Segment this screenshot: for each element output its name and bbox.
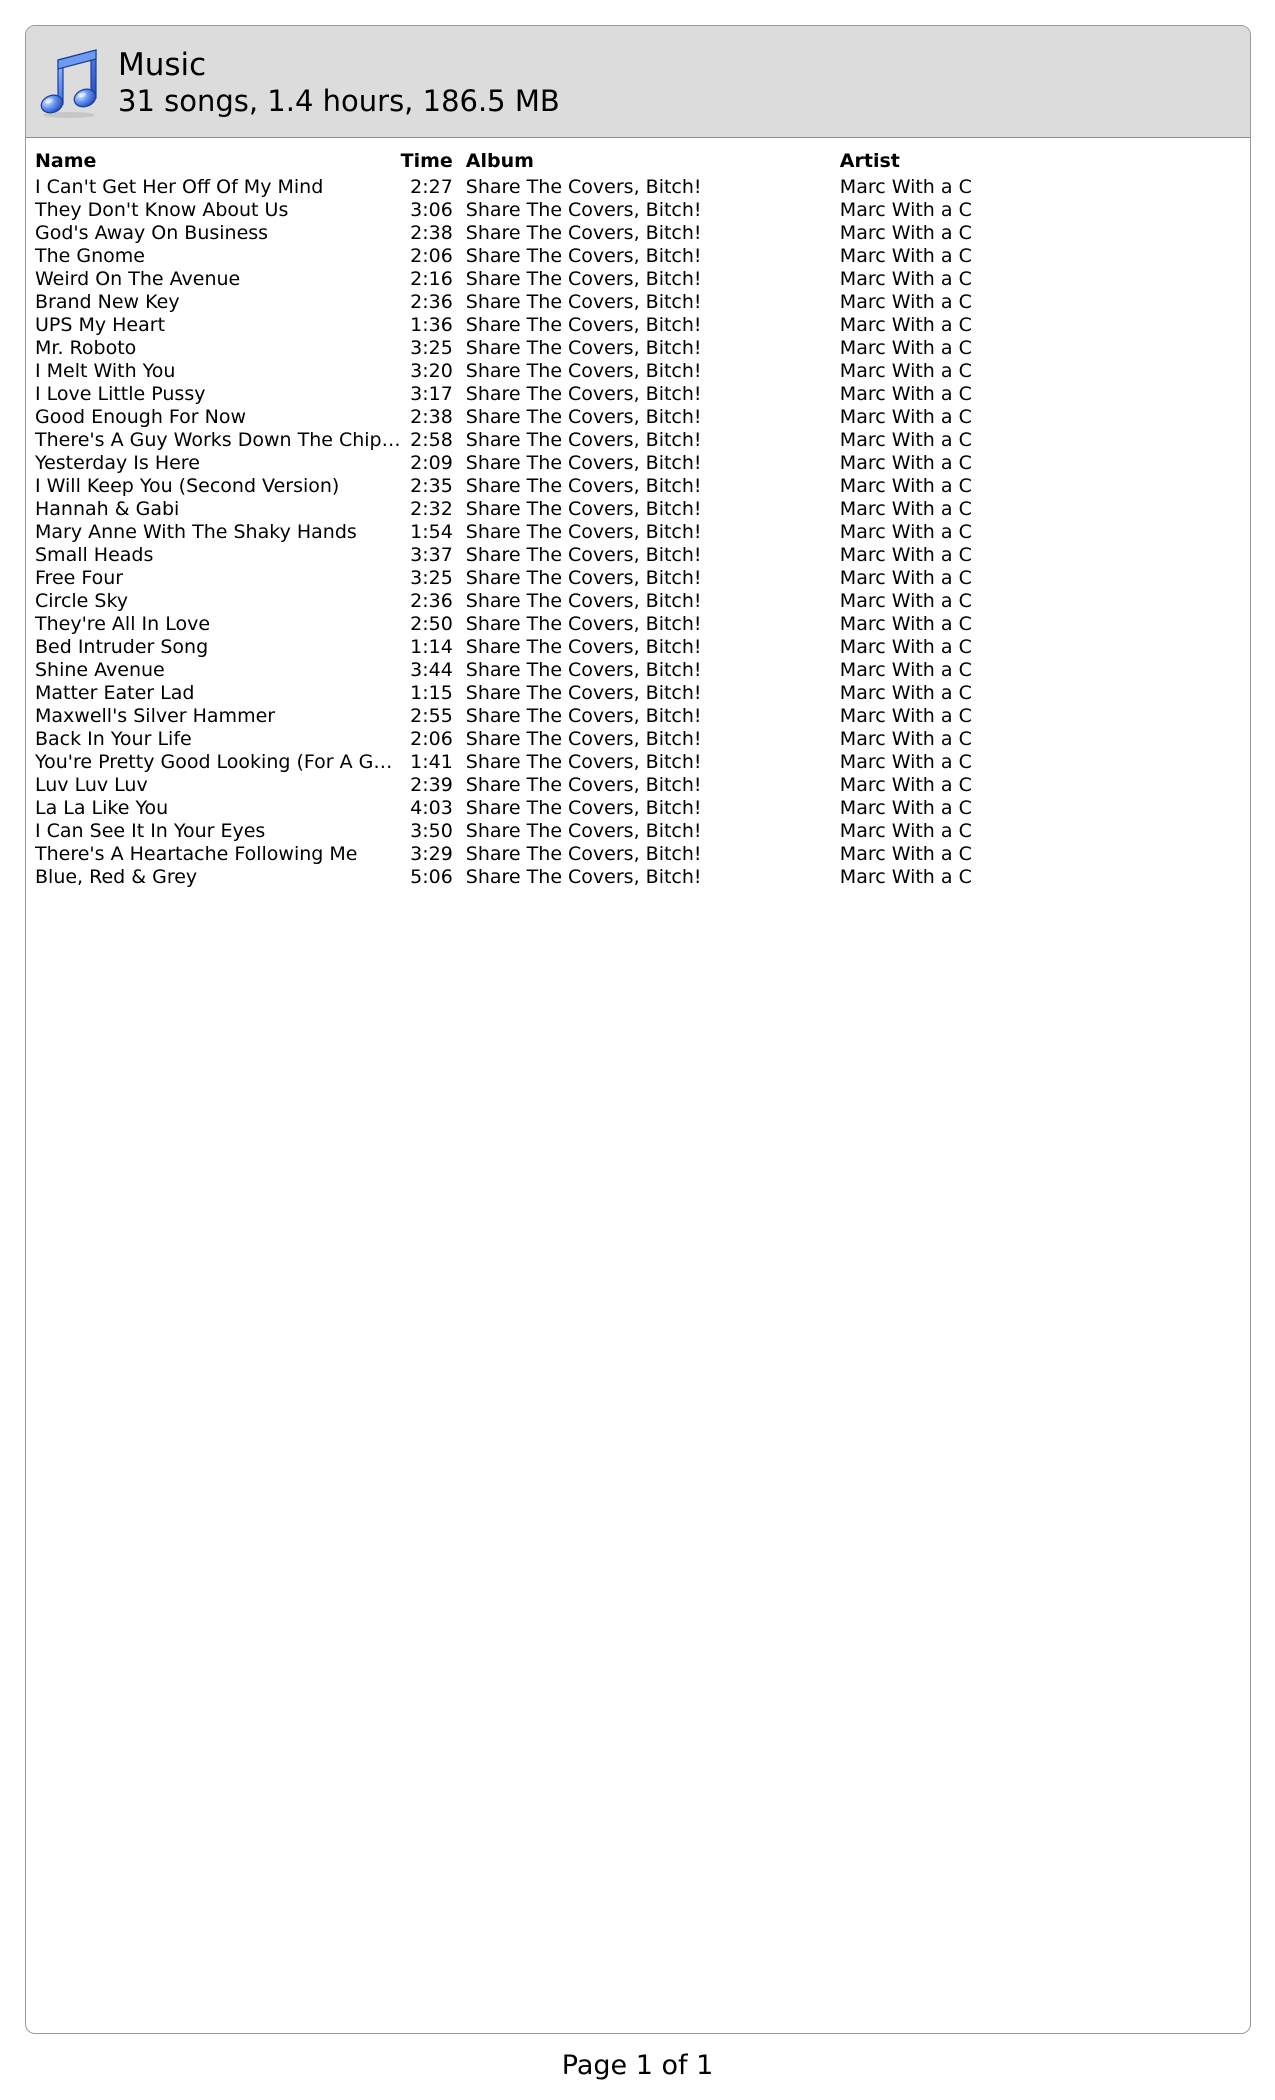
track-name: Hannah & Gabi: [35, 498, 180, 520]
track-name: I Melt With You: [35, 360, 176, 382]
table-row: [35, 843, 1240, 866]
track-album: Share The Covers, Bitch!: [465, 176, 702, 198]
table-row: [35, 613, 1240, 636]
track-album: Share The Covers, Bitch!: [465, 268, 702, 290]
track-name: Bed Intruder Song: [35, 636, 209, 658]
column-spacer: [453, 797, 466, 820]
track-artist: Marc With a C: [839, 843, 972, 865]
column-spacer: [453, 705, 466, 728]
column-spacer: [453, 521, 466, 544]
column-spacer: [453, 146, 466, 176]
track-time: 3:06: [410, 199, 453, 221]
track-artist: Marc With a C: [839, 199, 972, 221]
track-name: There's A Heartache Following Me: [35, 843, 358, 865]
column-spacer: [453, 613, 466, 636]
track-name: The Gnome: [35, 245, 145, 267]
table-header-row: [35, 146, 1240, 176]
table-row: [35, 176, 1240, 199]
table-row: [35, 820, 1240, 843]
track-name: I Love Little Pussy: [35, 383, 206, 405]
table-row: [35, 797, 1240, 820]
column-spacer: [453, 544, 466, 567]
track-artist: Marc With a C: [839, 613, 972, 635]
playlist-title: Music: [118, 47, 207, 83]
track-album: Share The Covers, Bitch!: [465, 820, 702, 842]
playlist-summary: 31 songs, 1.4 hours, 186.5 MB: [118, 84, 560, 118]
track-album: Share The Covers, Bitch!: [465, 360, 702, 382]
track-artist: Marc With a C: [839, 337, 972, 359]
track-name: I Can't Get Her Off Of My Mind: [35, 176, 324, 198]
track-artist: Marc With a C: [839, 521, 972, 543]
music-note-icon: [38, 46, 100, 118]
table-row: [35, 222, 1240, 245]
track-album: Share The Covers, Bitch!: [465, 475, 702, 497]
track-time: 1:15: [410, 682, 453, 704]
track-artist: Marc With a C: [839, 590, 972, 612]
column-spacer: [453, 199, 466, 222]
column-spacer: [453, 291, 466, 314]
track-artist: Marc With a C: [839, 176, 972, 198]
track-name: Maxwell's Silver Hammer: [35, 705, 276, 727]
track-time: 3:44: [410, 659, 453, 681]
column-header-artist: Artist: [839, 150, 900, 172]
track-time: 2:09: [410, 452, 453, 474]
track-album: Share The Covers, Bitch!: [465, 843, 702, 865]
track-artist: Marc With a C: [839, 728, 972, 750]
track-name: They Don't Know About Us: [35, 199, 289, 221]
track-artist: Marc With a C: [839, 429, 972, 451]
track-time: 2:58: [410, 429, 453, 451]
table-row: [35, 498, 1240, 521]
track-time: 3:25: [410, 567, 453, 589]
table-row: [35, 314, 1240, 337]
track-artist: Marc With a C: [839, 797, 972, 819]
track-album: Share The Covers, Bitch!: [465, 383, 702, 405]
column-header-album: Album: [465, 150, 534, 172]
track-time: 2:16: [410, 268, 453, 290]
table-row: [35, 636, 1240, 659]
track-name: Yesterday Is Here: [35, 452, 200, 474]
column-spacer: [453, 406, 466, 429]
track-name: Matter Eater Lad: [35, 682, 195, 704]
table-row: [35, 728, 1240, 751]
playlist-print-frame: [25, 25, 1251, 2034]
track-time: 3:17: [410, 383, 453, 405]
page-number: Page 1 of 1: [561, 2050, 714, 2081]
column-spacer: [453, 774, 466, 797]
table-row: [35, 383, 1240, 406]
column-header-time: Time: [400, 150, 453, 172]
track-album: Share The Covers, Bitch!: [465, 659, 702, 681]
track-name: Shine Avenue: [35, 659, 165, 681]
track-album: Share The Covers, Bitch!: [465, 751, 702, 773]
track-name: Small Heads: [35, 544, 154, 566]
track-album: Share The Covers, Bitch!: [465, 590, 702, 612]
table-row: [35, 567, 1240, 590]
track-time: 2:55: [410, 705, 453, 727]
column-spacer: [453, 751, 466, 774]
track-artist: Marc With a C: [839, 222, 972, 244]
track-album: Share The Covers, Bitch!: [465, 636, 702, 658]
table-row: [35, 590, 1240, 613]
table-row: [35, 452, 1240, 475]
track-album: Share The Covers, Bitch!: [465, 222, 702, 244]
track-album: Share The Covers, Bitch!: [465, 406, 702, 428]
track-artist: Marc With a C: [839, 452, 972, 474]
track-album: Share The Covers, Bitch!: [465, 199, 702, 221]
track-artist: Marc With a C: [839, 291, 972, 313]
track-time: 1:14: [410, 636, 453, 658]
track-time: 5:06: [410, 866, 453, 888]
track-time: 2:39: [410, 774, 453, 796]
table-row: [35, 544, 1240, 567]
track-name: Brand New Key: [35, 291, 180, 313]
column-spacer: [453, 429, 466, 452]
track-name: Mr. Roboto: [35, 337, 137, 359]
track-artist: Marc With a C: [839, 751, 972, 773]
column-spacer: [453, 866, 466, 889]
track-time: 3:25: [410, 337, 453, 359]
track-artist: Marc With a C: [839, 268, 972, 290]
track-table: [35, 146, 1240, 889]
table-row: [35, 360, 1240, 383]
table-row: [35, 751, 1240, 774]
track-time: 2:50: [410, 613, 453, 635]
track-album: Share The Covers, Bitch!: [465, 429, 702, 451]
track-album: Share The Covers, Bitch!: [465, 705, 702, 727]
track-name: Blue, Red & Grey: [35, 866, 198, 888]
track-name: I Will Keep You (Second Version): [35, 475, 340, 497]
track-album: Share The Covers, Bitch!: [465, 452, 702, 474]
column-spacer: [453, 383, 466, 406]
track-name: Good Enough For Now: [35, 406, 247, 428]
track-time: 3:50: [410, 820, 453, 842]
track-album: Share The Covers, Bitch!: [465, 291, 702, 313]
column-header-name: Name: [35, 150, 97, 172]
table-row: [35, 337, 1240, 360]
column-spacer: [453, 176, 466, 199]
track-artist: Marc With a C: [839, 406, 972, 428]
track-album: Share The Covers, Bitch!: [465, 728, 702, 750]
track-album: Share The Covers, Bitch!: [465, 498, 702, 520]
track-artist: Marc With a C: [839, 360, 972, 382]
track-artist: Marc With a C: [839, 567, 972, 589]
track-time: 1:54: [410, 521, 453, 543]
track-artist: Marc With a C: [839, 245, 972, 267]
track-time: 4:03: [410, 797, 453, 819]
table-row: [35, 521, 1240, 544]
track-name: La La Like You: [35, 797, 169, 819]
track-album: Share The Covers, Bitch!: [465, 521, 702, 543]
track-album: Share The Covers, Bitch!: [465, 797, 702, 819]
track-name: You're Pretty Good Looking (For A G…: [35, 751, 393, 773]
table-row: [35, 429, 1240, 452]
column-spacer: [453, 475, 466, 498]
column-spacer: [453, 843, 466, 866]
track-artist: Marc With a C: [839, 498, 972, 520]
table-row: [35, 682, 1240, 705]
table-row: [35, 866, 1240, 889]
track-artist: Marc With a C: [839, 544, 972, 566]
track-time: 1:41: [410, 751, 453, 773]
track-name: Luv Luv Luv: [35, 774, 148, 796]
column-spacer: [453, 567, 466, 590]
column-spacer: [453, 659, 466, 682]
column-spacer: [453, 590, 466, 613]
track-artist: Marc With a C: [839, 383, 972, 405]
column-spacer: [453, 360, 466, 383]
track-name: Circle Sky: [35, 590, 129, 612]
column-spacer: [453, 498, 466, 521]
table-row: [35, 245, 1240, 268]
track-artist: Marc With a C: [839, 820, 972, 842]
track-time: 2:06: [410, 245, 453, 267]
track-name: There's A Guy Works Down The Chip…: [35, 429, 401, 451]
track-name: Free Four: [35, 567, 124, 589]
track-album: Share The Covers, Bitch!: [465, 245, 702, 267]
track-name: Mary Anne With The Shaky Hands: [35, 521, 357, 543]
track-artist: Marc With a C: [839, 475, 972, 497]
column-spacer: [453, 245, 466, 268]
table-row: [35, 199, 1240, 222]
track-album: Share The Covers, Bitch!: [465, 774, 702, 796]
track-time: 3:20: [410, 360, 453, 382]
table-row: [35, 705, 1240, 728]
track-name: Weird On The Avenue: [35, 268, 241, 290]
track-time: 1:36: [410, 314, 453, 336]
track-artist: Marc With a C: [839, 659, 972, 681]
track-time: 2:36: [410, 291, 453, 313]
table-row: [35, 774, 1240, 797]
column-spacer: [453, 820, 466, 843]
column-spacer: [453, 337, 466, 360]
column-spacer: [453, 452, 466, 475]
track-time: 2:38: [410, 406, 453, 428]
table-row: [35, 268, 1240, 291]
track-time: 2:36: [410, 590, 453, 612]
track-name: I Can See It In Your Eyes: [35, 820, 266, 842]
column-spacer: [453, 682, 466, 705]
column-spacer: [453, 728, 466, 751]
track-time: 3:37: [410, 544, 453, 566]
playlist-header: [26, 26, 1250, 138]
track-time: 2:32: [410, 498, 453, 520]
column-spacer: [453, 636, 466, 659]
track-name: UPS My Heart: [35, 314, 166, 336]
table-row: [35, 406, 1240, 429]
track-artist: Marc With a C: [839, 705, 972, 727]
track-album: Share The Covers, Bitch!: [465, 866, 702, 888]
track-name: They're All In Love: [35, 613, 211, 635]
track-name: Back In Your Life: [35, 728, 192, 750]
track-rows: [35, 176, 1240, 889]
track-album: Share The Covers, Bitch!: [465, 337, 702, 359]
table-row: [35, 659, 1240, 682]
column-spacer: [453, 268, 466, 291]
track-artist: Marc With a C: [839, 314, 972, 336]
track-artist: Marc With a C: [839, 866, 972, 888]
track-artist: Marc With a C: [839, 774, 972, 796]
column-spacer: [453, 314, 466, 337]
track-time: 3:29: [410, 843, 453, 865]
track-album: Share The Covers, Bitch!: [465, 314, 702, 336]
table-row: [35, 291, 1240, 314]
track-time: 2:35: [410, 475, 453, 497]
track-album: Share The Covers, Bitch!: [465, 682, 702, 704]
track-time: 2:38: [410, 222, 453, 244]
column-spacer: [453, 222, 466, 245]
track-album: Share The Covers, Bitch!: [465, 613, 702, 635]
track-time: 2:27: [410, 176, 453, 198]
track-album: Share The Covers, Bitch!: [465, 567, 702, 589]
track-time: 2:06: [410, 728, 453, 750]
track-artist: Marc With a C: [839, 636, 972, 658]
table-row: [35, 475, 1240, 498]
track-name: God's Away On Business: [35, 222, 269, 244]
track-album: Share The Covers, Bitch!: [465, 544, 702, 566]
track-artist: Marc With a C: [839, 682, 972, 704]
